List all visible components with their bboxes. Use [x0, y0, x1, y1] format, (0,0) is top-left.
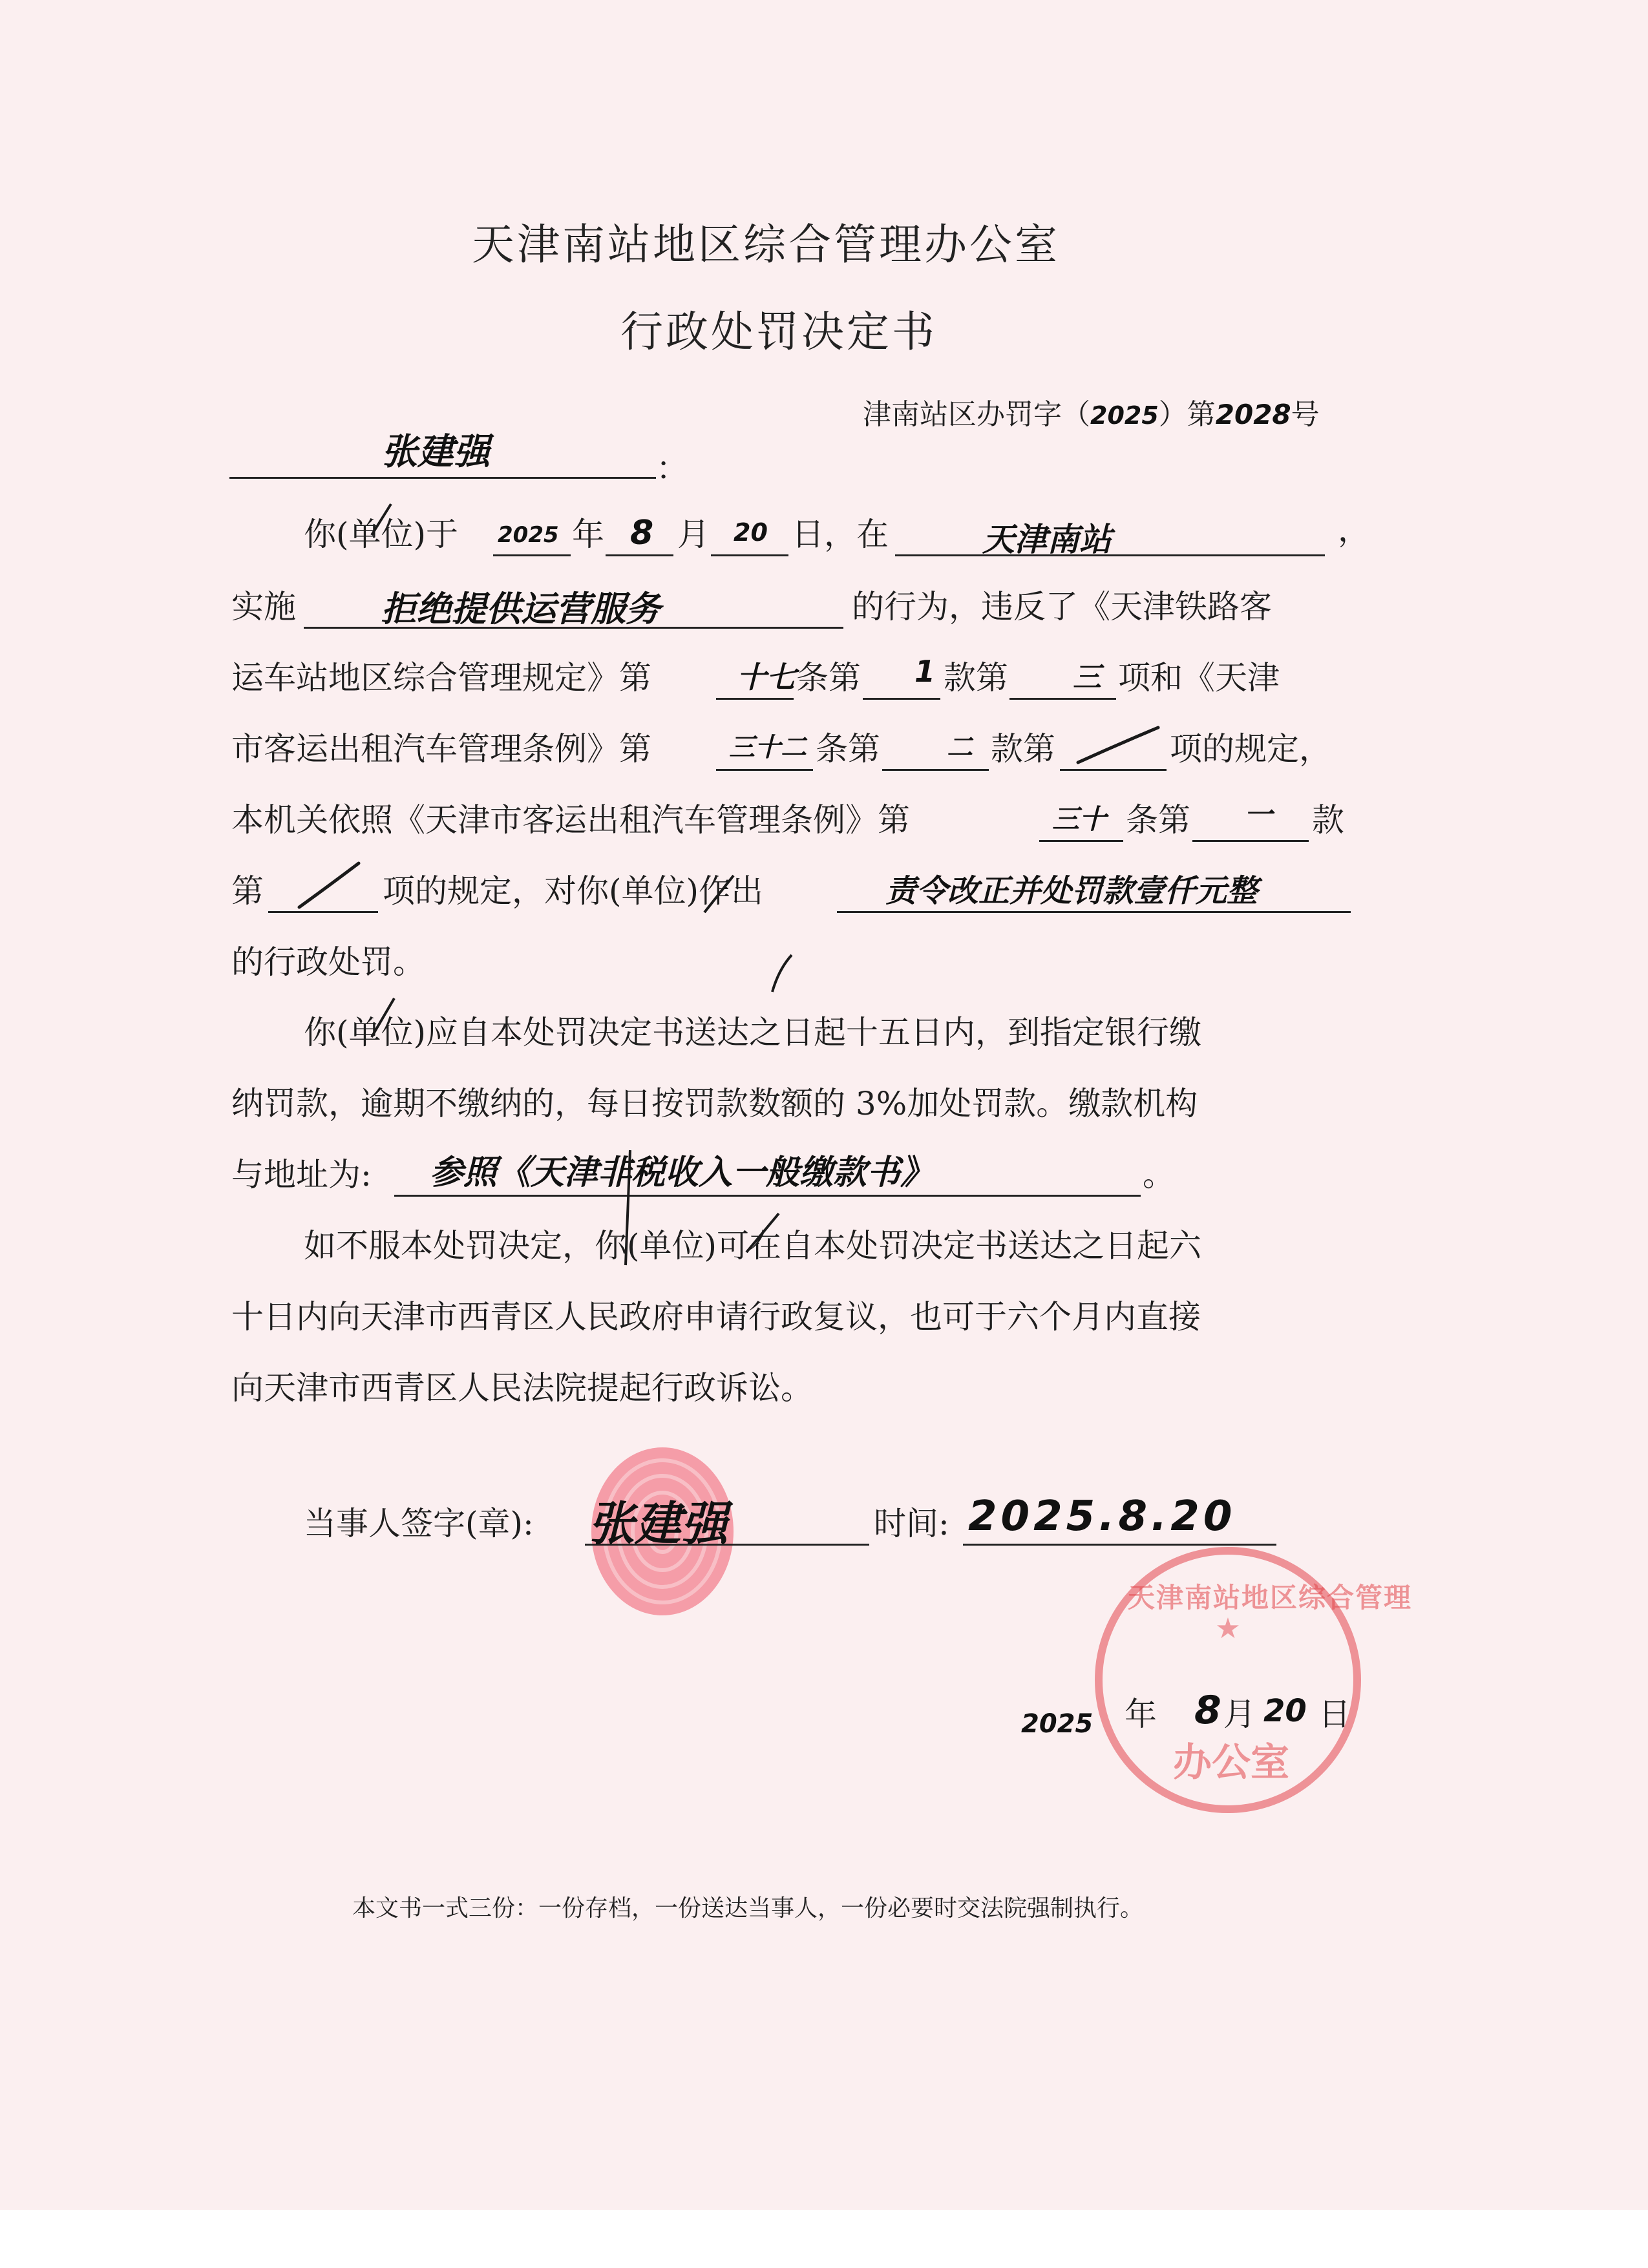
p1-l1-a: 你(单位)于 [304, 516, 459, 553]
seal-bottom-text: 办公室 [1173, 1740, 1289, 1785]
penalty-year: 2025 [498, 522, 559, 548]
signature-label: 当事人签字(章): [304, 1505, 534, 1542]
p2-l1: 你(单位)应自本处罚决定书送达之日起十五日内，到指定银行缴 [304, 1014, 1202, 1051]
issue-year-label: 年 [1125, 1696, 1157, 1733]
doc-number-prefix: 津南站区办罚字（ [863, 398, 1090, 431]
footer-note: 本文书一式三份：一份存档，一份送达当事人，一份必要时交法院强制执行。 [352, 1895, 1144, 1922]
payment-institution: 参照《天津非税收入一般缴款书》 [430, 1153, 935, 1192]
p1-l4-c: 款第 [991, 730, 1055, 768]
p1-l4-b: 条第 [816, 730, 880, 768]
doc-number-value: 2028 [1215, 399, 1291, 430]
penalty-day: 20 [734, 518, 768, 547]
sign-time: 2025.8.20 [968, 1493, 1236, 1540]
issue-year: 2025 [1021, 1709, 1093, 1739]
p1-l5-a: 本机关依照《天津市客运出租汽车管理条例》第 [231, 801, 910, 839]
p1-l6-a: 第 [231, 872, 264, 910]
p1-l1-end: ， [1338, 511, 1370, 549]
p1-l1-b: 年 [572, 516, 604, 553]
item-1: 三 [1073, 661, 1101, 694]
issue-day: 20 [1263, 1693, 1307, 1729]
time-label: 时间: [874, 1505, 949, 1542]
p2-l3-b: 。 [1143, 1156, 1175, 1193]
doc-number-suffix: 号 [1291, 398, 1320, 431]
doc-number-mid: ）第 [1158, 398, 1216, 431]
p1-l6-b: 项的规定，对你(单位)作出 [383, 872, 764, 910]
svg-text:★: ★ [1215, 1612, 1241, 1645]
p1-l3-d: 项和《天津 [1118, 659, 1280, 697]
doc-title: 行政处罚决定书 [620, 307, 937, 357]
seal-top-text: 天津南站地区综合管理 [1128, 1582, 1413, 1613]
violation-act: 拒绝提供运营服务 [381, 589, 660, 629]
issue-month-label: 月 [1223, 1696, 1256, 1733]
article-2: 三十二 [729, 733, 807, 762]
penalty-decision: 责令改正并处罚款壹仟元整 [885, 873, 1258, 909]
recipient-name: 张建强 [381, 431, 490, 473]
p1-l3-c: 款第 [944, 659, 1008, 697]
party-signature: 张建强 [588, 1496, 728, 1551]
p2-l2: 纳罚款，逾期不缴纳的，每日按罚款数额的 3%加处罚款。缴款机构 [231, 1085, 1198, 1122]
p1-l5-c: 款 [1312, 801, 1344, 839]
recipient-colon: ： [656, 450, 688, 487]
p3-l1: 如不服本处罚决定，你(单位)可在自本处罚决定书送达之日起六 [304, 1227, 1202, 1265]
p3-l2: 十日内向天津市西青区人民政府申请行政复议，也可于六个月内直接 [231, 1298, 1201, 1336]
org-title: 天津南站地区综合管理办公室 [472, 220, 1060, 269]
paragraph-1: 1 [914, 654, 936, 689]
article-1: 十七 [737, 660, 796, 695]
p3-l3: 向天津市西青区人民法院提起行政诉讼。 [231, 1369, 813, 1407]
article-3: 三十 [1052, 803, 1107, 835]
penalty-month: 8 [630, 514, 654, 552]
p1-l3-a: 运车站地区综合管理规定》第 [231, 659, 651, 697]
paragraph-2: 二 [947, 733, 973, 762]
penalty-place: 天津南站 [982, 521, 1112, 558]
p2-l3-a: 与地址为: [231, 1156, 372, 1193]
issue-month: 8 [1194, 1688, 1221, 1733]
doc-number-year: 2025 [1090, 401, 1159, 430]
p1-l1-d: 日，在 [792, 516, 889, 553]
p1-l4-a: 市客运出租汽车管理条例》第 [231, 730, 651, 768]
p1-l5-b: 条第 [1126, 801, 1190, 839]
p1-l7: 的行政处罚。 [231, 943, 425, 981]
p1-l3-b: 条第 [796, 659, 861, 697]
p1-l2-a: 实施 [231, 588, 296, 625]
issue-day-label: 日 [1318, 1696, 1351, 1733]
p1-l4-d: 项的规定， [1170, 730, 1331, 768]
p1-l2-b: 的行为，违反了《天津铁路客 [852, 588, 1272, 625]
p1-l1-c: 月 [677, 516, 710, 553]
paragraph-3: 一 [1244, 799, 1273, 832]
